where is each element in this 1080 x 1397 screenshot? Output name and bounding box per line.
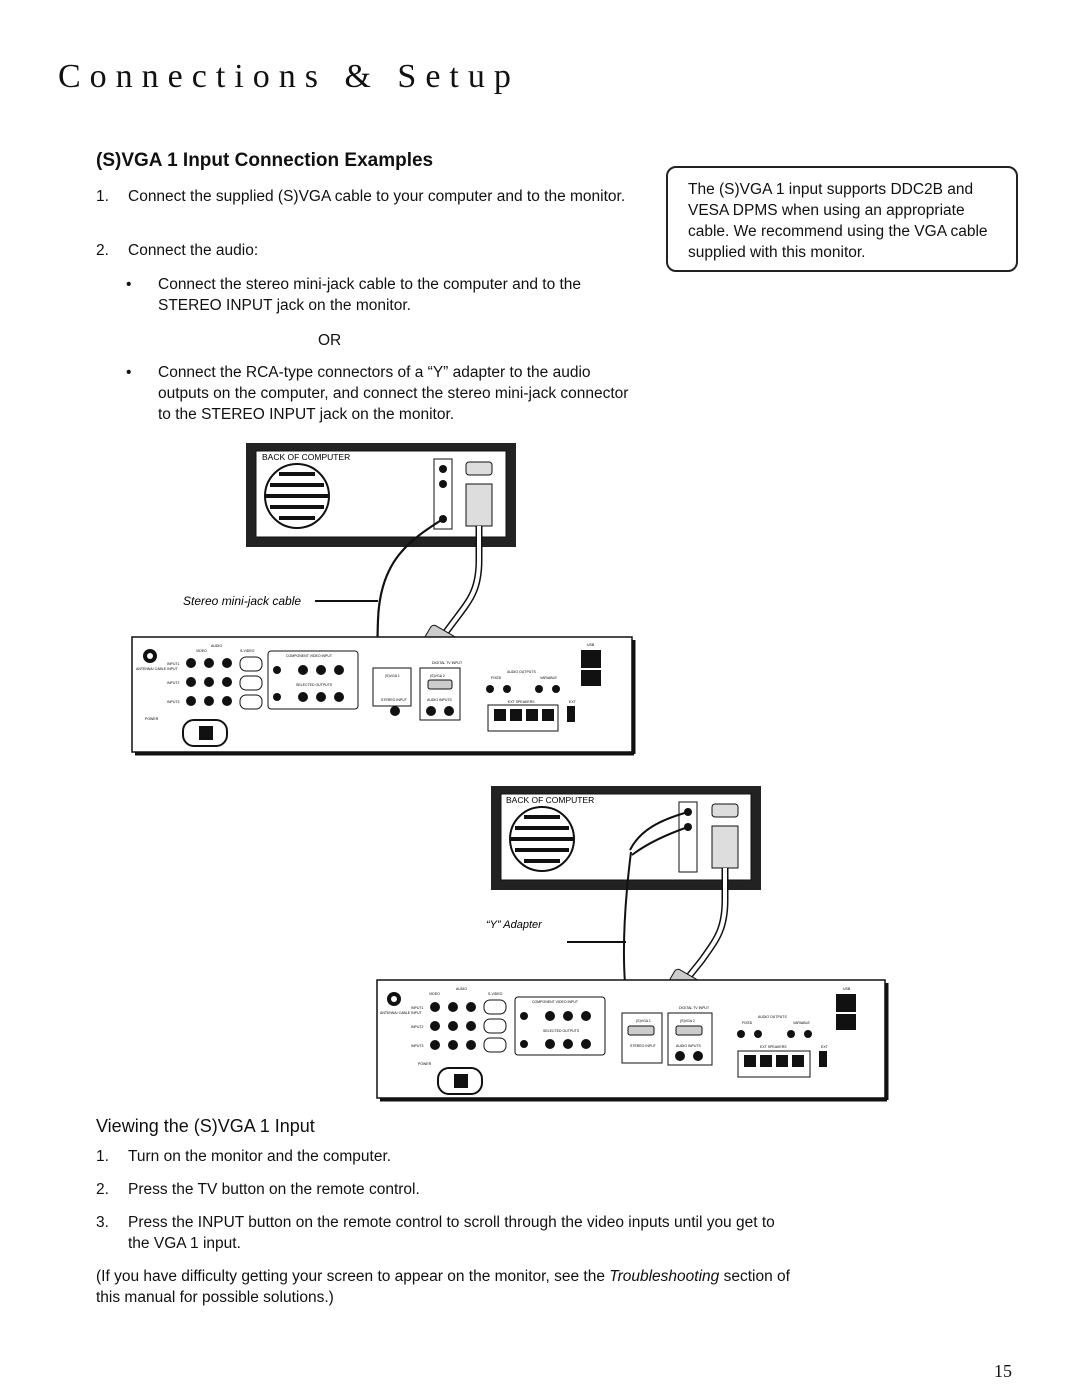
- svg-text:INPUT3: INPUT3: [411, 1044, 424, 1048]
- svg-text:(S)VGA 2: (S)VGA 2: [430, 674, 445, 678]
- svg-text:POWER: POWER: [418, 1062, 432, 1066]
- mini-jack-caption: Stereo mini-jack cable: [183, 594, 302, 608]
- page-title: Connections & Setup: [58, 58, 520, 95]
- bullet-text: Connect the RCA-type connectors of a “Y” adapter to the audio outputs on the computer, and connect the stereo mini-jack connector to the STEREO INPUT jack on the monitor.: [158, 364, 629, 423]
- or-separator: OR: [318, 332, 342, 349]
- svg-text:ANTENNA/ CABLE INPUT: ANTENNA/ CABLE INPUT: [380, 1011, 422, 1015]
- bullet-text: Connect the stereo mini-jack cable to the computer and to the STEREO INPUT jack on the monitor.: [158, 276, 582, 314]
- svg-text:ANTENNA/ CABLE INPUT: ANTENNA/ CABLE INPUT: [136, 667, 178, 671]
- svg-text:INPUT1: INPUT1: [411, 1006, 424, 1010]
- svg-text:STEREO INPUT: STEREO INPUT: [381, 698, 407, 702]
- svg-text:VARIABLE: VARIABLE: [793, 1021, 810, 1025]
- step-text: Turn on the monitor and the computer.: [128, 1148, 392, 1165]
- svg-text:AUDIO OUTPUTS: AUDIO OUTPUTS: [507, 670, 536, 674]
- svg-text:SELECTED OUTPUTS: SELECTED OUTPUTS: [296, 683, 333, 687]
- computer-label: BACK OF COMPUTER: [506, 795, 595, 805]
- svg-text:SELECTED OUTPUTS: SELECTED OUTPUTS: [543, 1029, 580, 1033]
- step-text: Press the TV button on the remote control.: [128, 1181, 420, 1198]
- svg-text:INPUT3: INPUT3: [167, 700, 180, 704]
- step-number: 2.: [96, 242, 109, 259]
- svg-text:(S)VGA 1: (S)VGA 1: [636, 1019, 651, 1023]
- monitor-back-panel: [132, 637, 634, 754]
- svg-text:AUDIO: AUDIO: [456, 987, 468, 991]
- svg-text:FIXED: FIXED: [742, 1021, 753, 1025]
- troubleshooting-note: (If you have difficulty getting your screen to appear on the monitor, see the Troubleshooting section of this manual for possible solutions.): [96, 1268, 790, 1306]
- svg-text:EXT: EXT: [821, 1045, 828, 1049]
- svg-text:FIXED: FIXED: [491, 676, 502, 680]
- svg-text:DIGITAL TV INPUT: DIGITAL TV INPUT: [432, 661, 463, 665]
- svg-text:S-VIDEO: S-VIDEO: [488, 992, 503, 996]
- svg-text:AUDIO OUTPUTS: AUDIO OUTPUTS: [758, 1015, 787, 1019]
- svg-text:EXT SPEAKERS: EXT SPEAKERS: [508, 700, 535, 704]
- svg-text:(S)VGA 1: (S)VGA 1: [385, 674, 400, 678]
- svg-text:AUDIO INPUTS: AUDIO INPUTS: [427, 698, 452, 702]
- svg-text:USB: USB: [843, 987, 851, 991]
- svg-text:INPUT2: INPUT2: [167, 681, 180, 685]
- step-number: 3.: [96, 1214, 109, 1231]
- svg-text:DIGITAL TV INPUT: DIGITAL TV INPUT: [679, 1006, 710, 1010]
- y-adapter-caption: “Y” Adapter: [486, 919, 542, 931]
- svg-text:INPUT1: INPUT1: [167, 662, 180, 666]
- step-text: Connect the supplied (S)VGA cable to your computer and to the monitor.: [128, 188, 626, 205]
- page-number: 15: [994, 1361, 1012, 1381]
- svg-text:AUDIO: AUDIO: [211, 644, 223, 648]
- step-number: 1.: [96, 1148, 109, 1165]
- svg-text:EXT: EXT: [569, 700, 576, 704]
- svg-text:POWER: POWER: [145, 717, 159, 721]
- bullet-symbol: •: [126, 276, 132, 293]
- svg-text:VIDEO: VIDEO: [196, 649, 207, 653]
- svg-text:COMPONENT VIDEO INPUT: COMPONENT VIDEO INPUT: [286, 654, 333, 658]
- svg-text:STEREO INPUT: STEREO INPUT: [630, 1044, 656, 1048]
- step-text: Connect the audio:: [128, 242, 259, 259]
- step-number: 1.: [96, 188, 109, 205]
- computer-label: BACK OF COMPUTER: [262, 452, 351, 462]
- svg-text:EXT SPEAKERS: EXT SPEAKERS: [760, 1045, 787, 1049]
- monitor-back-panel-2: [377, 980, 887, 1100]
- svg-text:INPUT2: INPUT2: [411, 1025, 424, 1029]
- section-heading: (S)VGA 1 Input Connection Examples: [96, 150, 434, 171]
- bullet-symbol: •: [126, 364, 132, 381]
- svg-text:USB: USB: [587, 643, 595, 647]
- svg-text:S-VIDEO: S-VIDEO: [240, 649, 255, 653]
- svg-text:COMPONENT VIDEO INPUT: COMPONENT VIDEO INPUT: [532, 1000, 579, 1004]
- svg-text:(S)VGA 2: (S)VGA 2: [680, 1019, 695, 1023]
- troubleshooting-link-text: Troubleshooting: [609, 1268, 720, 1285]
- step-number: 2.: [96, 1181, 109, 1198]
- ddc-note-box: The (S)VGA 1 input supports DDC2B and VESA DPMS when using an appropriate cable. We recommend using the VGA cable supplied with this monitor.: [666, 166, 1018, 272]
- svg-text:AUDIO INPUTS: AUDIO INPUTS: [676, 1044, 701, 1048]
- viewing-heading: Viewing the (S)VGA 1 Input: [96, 1116, 315, 1136]
- svg-text:VARIABLE: VARIABLE: [540, 676, 557, 680]
- step-text: Press the INPUT button on the remote control to scroll through the video inputs until you get to the VGA 1 input.: [128, 1214, 775, 1252]
- svg-text:VIDEO: VIDEO: [429, 992, 440, 996]
